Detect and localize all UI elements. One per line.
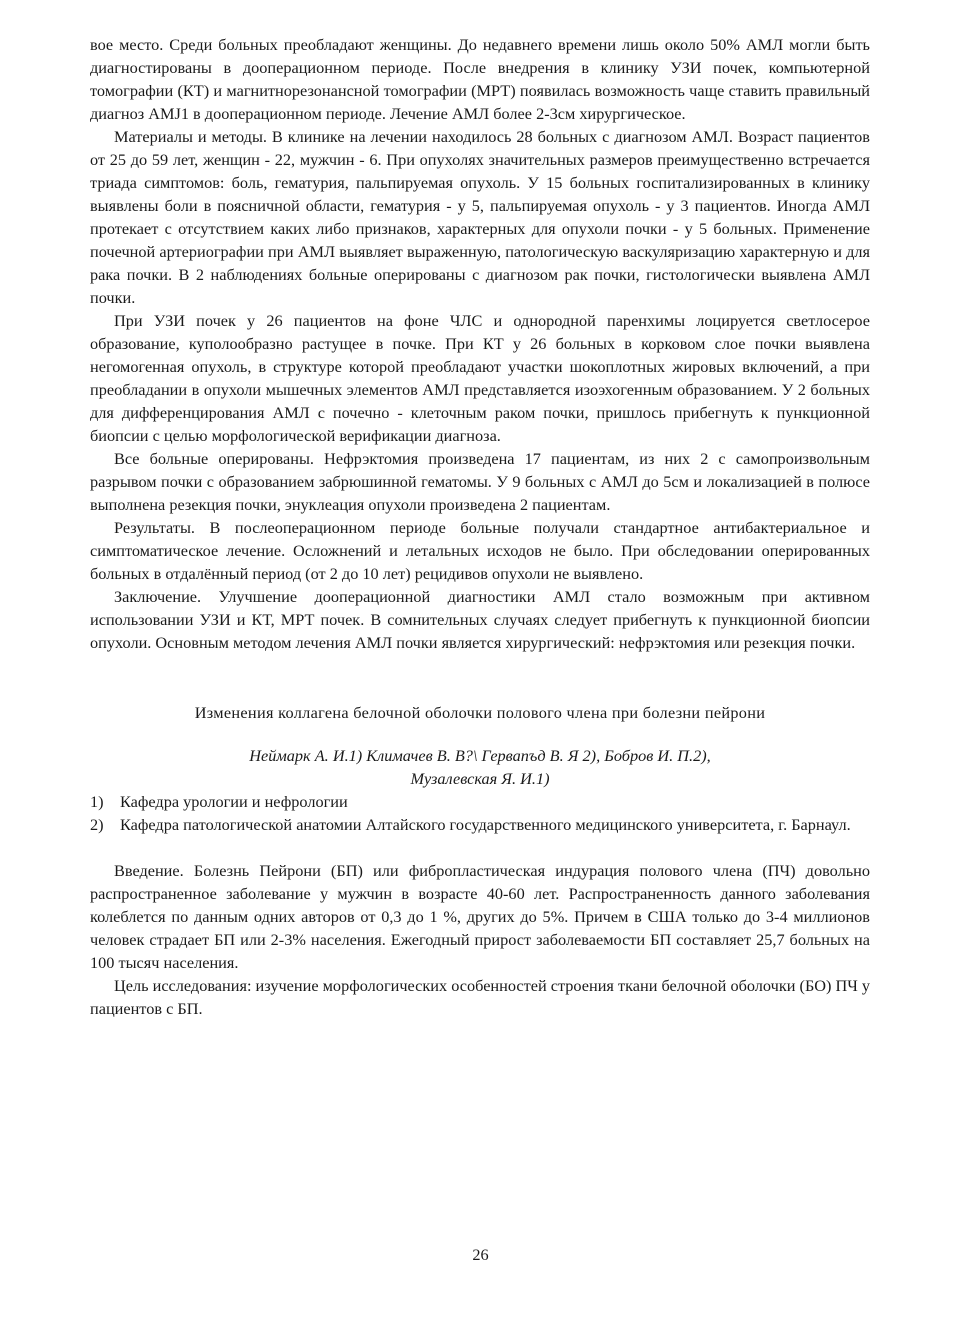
page-number: 26	[472, 1245, 489, 1264]
section-gap-small	[90, 836, 870, 859]
authors-block	[90, 744, 870, 790]
authors-line-1: Неймарк А. И.1) Климачев В. В?\ Гервапъд В. Я 2), Бобров И. П.2),	[249, 746, 711, 765]
paragraph-intro-tail: вое место. Среди больных преобладают женщины. До недавнего времени лишь около 50% АМЛ могли быть диагностированы в дооперационном периоде. После внедрения в клинику УЗИ почек, компьютерной томографии (КТ) и магнитнорезонансной томографии (МРТ) появилась возможность чаще ставить правильный диагноз АМЈ1 в дооперационном периоде. Лечение АМЛ более 2-3см хирургическое.	[90, 35, 870, 123]
document-page	[90, 33, 870, 1020]
paragraph-operated: Все больные оперированы. Нефрэктомия произведена 17 пациентам, из них 2 с самопроизвольным разрывом почки с образованием забрюшинной гематомы. У 9 больных с АМЛ до 5см и локализацией в полюсе выполнена резекция почки, энуклеация опухоли произведена 2 пациентам.	[90, 449, 870, 514]
authors-line-2: Музалевская Я. И.1)	[410, 769, 550, 788]
affiliation-2-number: 2)	[90, 815, 104, 834]
affiliation-1-text: Кафедра урологии и нефрологии	[120, 792, 348, 811]
affiliation-2	[90, 813, 870, 836]
paragraph-goal: Цель исследования: изучение морфологических особенностей строения ткани белочной оболочки (БО) ПЧ у пациентов с БП.	[90, 976, 870, 1018]
affiliation-1-number: 1)	[90, 792, 104, 811]
paragraph-methods: Материалы и методы. В клинике на лечении находилось 28 больных с диагнозом АМЛ. Возраст пациентов от 25 до 59 лет, женщин - 22, мужчин - 6. При опухолях значительных размеров преимущественно встречается триада симптомов: боль, гематурия, пальпируемая опухоль. У 15 больных госпитализированных в клинику выявлены боли в поясничной области, гематурия - у 5, пальпируемая опухоль - у 3 пациентов. Иногда АМЛ протекает с отсутствием каких либо признаков, характерных для опухоли почки - у 5 больных. Применение почечной артериографии при АМЛ выявляет выраженную, патологическую васкуляризацию характерную и для рака почки. В 2 наблюдениях больные оперированы с диагнозом рак почки, гистологически выявлена АМЛ почки.	[90, 127, 870, 307]
paragraph-intro-peyronie: Введение. Болезнь Пейрони (БП) или фибропластическая индурация полового члена (ПЧ) довольно распространенное заболевание у мужчин в возрасте 40-60 лет. Распространенность данного заболевания колеблется по данным одних авторов от 0,3 до 1 %, других до 5%. Причем в США только до 3-4 миллионов человек страдает БП или 2-3% населения. Ежегодный прирост заболеваемости БП составляет 25,7 больных на 100 тысяч населения.	[90, 861, 870, 972]
paragraph-results: Результаты. В послеоперационном периоде больные получали стандартное антибактериальное и симптоматическое лечение. Осложнений и летальных исходов не было. При обследовании оперированных больных в отдалённый период (от 2 до 10 лет) рецидивов опухоли не выявлено.	[90, 518, 870, 583]
affiliation-1	[90, 790, 870, 813]
article-title: Изменения коллагена белочной оболочки полового члена при болезни пейрони	[194, 703, 766, 722]
paragraph-conclusion: Заключение. Улучшение дооперационной диагностики АМЛ стало возможным при активном использовании УЗИ и КТ, МРТ почек. В сомнительных случаях следует прибегнуть к пункционной биопсии опухоли. Основным методом лечения АМЛ почки является хирургический: нефрэктомия или резекция почки.	[90, 587, 870, 652]
paragraph-uzi: При УЗИ почек у 26 пациентов на фоне ЧЛС и однородной паренхимы лоцируется светлосерое образование, куполообразно растущее в почке. При КТ у 26 больных в корковом слое почки выявлена негомогенная опухоль, в структуре которой преобладают участки шокоплотных жировых включений, а при преобладании в опухоли мышечных элементов АМЛ представляется изоэхогенным образованием. У 2 больных для дифференцирования АМЛ с почечно - клеточным раком почки, пришлось прибегнуть к пункционной биопсии с целью морфологической верификации диагноза.	[90, 311, 870, 445]
section-gap	[90, 654, 870, 701]
affiliation-2-text: Кафедра патологической анатомии Алтайского государственного медицинского университета, г. Барнаул.	[120, 815, 851, 834]
